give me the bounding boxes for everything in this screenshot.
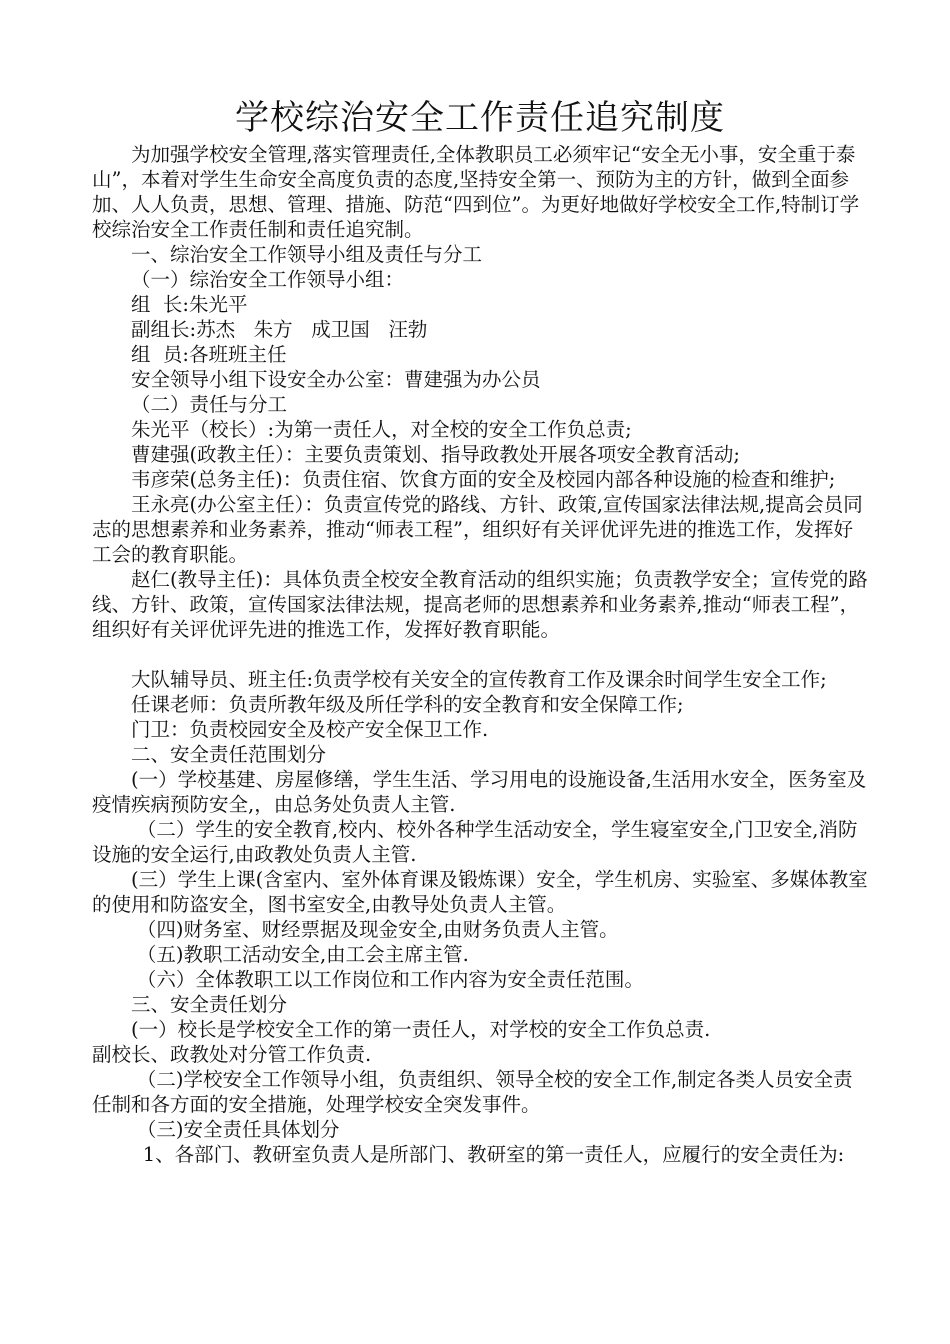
responsibility-paragraph: (一）校长是学校安全工作的第一责任人，对学校的安全工作负总责. — [131, 1018, 711, 1041]
section-heading-2: 二、安全责任范围划分 — [131, 743, 327, 766]
responsibility-paragraph: 副校长、政教处对分管工作负责. — [92, 1043, 372, 1066]
duty-paragraph: 大队辅导员、班主任:负责学校有关安全的宣传教育工作及课余时间学生安全工作; — [131, 668, 827, 691]
duty-paragraph: 朱光平（校长）:为第一责任人，对全校的安全工作负总责; — [131, 418, 632, 441]
responsibility-paragraph: （二)学校安全工作领导小组，负责组织、领导全校的安全工作,制定各类人员安全责任制和各方面的安全措施，处理学校安全突发事件。 — [92, 1068, 853, 1116]
scope-paragraph: （二）学生的安全教育,校内、校外各种学生活动安全，学生寝室安全,门卫安全,消防设施的安全运行,由政教处负责人主管. — [92, 818, 858, 866]
scope-paragraph: （六）全体教职工以工作岗位和工作内容为安全责任范围。 — [136, 968, 644, 991]
document-body — [92, 142, 868, 1167]
scope-paragraph: (一）学校基建、房屋修缮，学生生活、学习用电的设施设备,生活用水安全，医务室及疫情疾病预防安全,，由总务处负责人主管. — [92, 768, 867, 816]
duty-paragraph: 赵仁(教导主任)：具体负责全校安全教育活动的组织实施；负责教学安全；宣传党的路线、方针、政策，宣传国家法律法规，提高老师的思想素养和业务素养,推动“师表工程”，组织好有关评优评先进的推选工作，发挥好教育职能。 — [92, 568, 868, 641]
duty-paragraph: 任课老师：负责所教年级及所任学科的安全教育和安全保障工作; — [131, 693, 684, 716]
scope-paragraph: (三）学生上课(含室内、室外体育课及锻炼课）安全，学生机房、实验室、多媒体教室的使用和防盗安全，图书室安全,由教导处负责人主管。 — [92, 868, 868, 916]
leader-line: 组 长:朱光平 — [131, 293, 248, 316]
subsection-heading: （二）责任与分工 — [131, 393, 288, 416]
duty-paragraph: 门卫：负责校园安全及校产安全保卫工作. — [131, 718, 489, 741]
scope-paragraph: （五)教职工活动安全,由工会主席主管. — [136, 943, 469, 966]
blank-line — [92, 642, 868, 667]
intro-paragraph: 为加强学校安全管理,落实管理责任,全体教职员工必须牢记“安全无小事，安全重于泰山”，本着对学生生命安全高度负责的态度,坚持安全第一、预防为主的方针，做到全面参加、人人负责，思想、管理、措施、防范“四到位”。为更好地做好学校安全工作,特制订学校综治安全工作责任制和责任追究制。 — [92, 143, 860, 241]
subsection-heading: （三)安全责任具体划分 — [136, 1118, 340, 1141]
safety-office-line: 安全领导小组下设安全办公室：曹建强为办公员 — [131, 368, 541, 391]
section-heading-1: 一、综治安全工作领导小组及责任与分工 — [131, 243, 483, 266]
duty-paragraph: 曹建强(政教主任）：主要负责策划、指导政教处开展各项安全教育活动; — [131, 443, 740, 466]
deputy-leader-line: 副组长:苏杰 朱方 成卫国 汪勃 — [131, 318, 428, 341]
section-heading-3: 三、安全责任划分 — [131, 993, 288, 1016]
scope-paragraph: （四)财务室、财经票据及现金安全,由财务负责人主管。 — [136, 918, 619, 941]
document-title: 学校综治安全工作责任追究制度 — [235, 98, 725, 138]
subsection-heading: （一）综治安全工作领导小组： — [131, 268, 405, 291]
duty-paragraph: 韦彦荣(总务主任)：负责住宿、饮食方面的安全及校园内部各种设施的检查和维护; — [131, 468, 836, 491]
duty-paragraph: 王永亮(办公室主任）：负责宣传党的路线、方针、政策,宣传国家法律法规,提高会员同志的思想素养和业务素养，推动“师表工程”，组织好有关评优评先进的推选工作，发挥好工会的教育职能。 — [92, 493, 863, 566]
responsibility-paragraph: 1、各部门、教研室负责人是所部门、教研室的第一责任人，应履行的安全责任为: — [142, 1143, 845, 1166]
members-line: 组 员:各班班主任 — [131, 343, 287, 366]
